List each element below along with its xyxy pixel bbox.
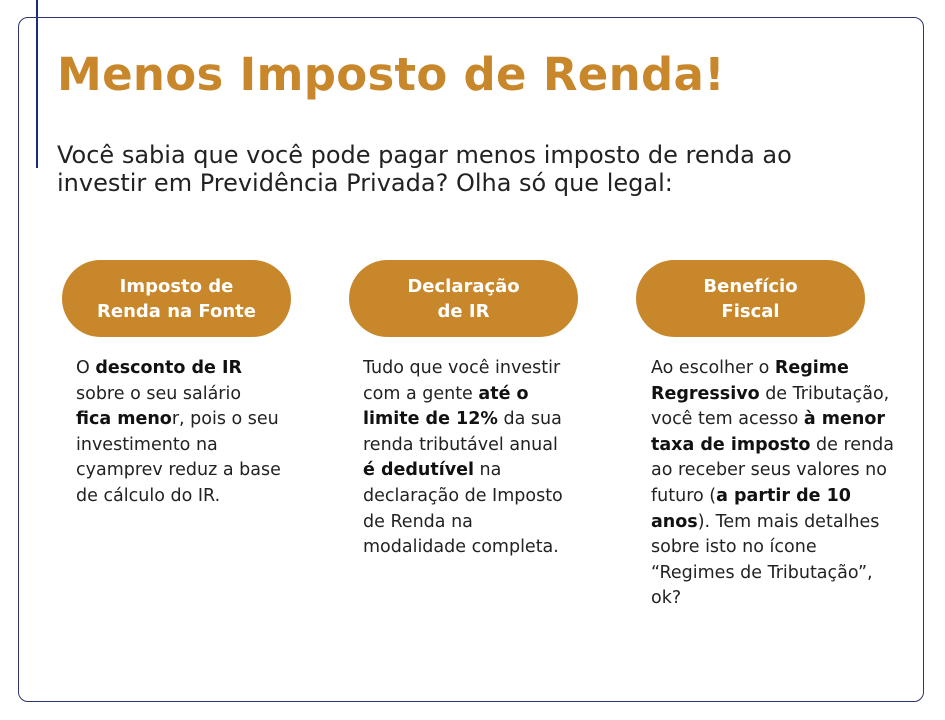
text-segment: de renda ao receber seus valores no futuro ( (651, 434, 894, 506)
pill-label-line-1: Declaração (407, 275, 520, 297)
bold-segment: a partir de 10 anos (651, 485, 851, 532)
text-segment: ). Tem mais detalhes sobre isto no ícone “Regimes de Tributação”, ok? (651, 511, 880, 609)
bold-segment: até o limite de 12% (363, 383, 529, 430)
text-segment: sobre o seu salário (76, 383, 242, 404)
text-segment: de Tributação, você tem acesso (651, 383, 890, 430)
bold-segment: é dedutível (363, 460, 474, 481)
column-text-imposto-fonte (76, 356, 281, 510)
page-title: Menos Imposto de Renda! (57, 48, 725, 101)
pill-beneficio-fiscal (636, 260, 865, 337)
text-segment: r, pois o seu investimento na cyamprev reduz a base de cálculo do IR. (76, 409, 281, 506)
text-segment: da sua renda tributável anual (363, 409, 562, 455)
bold-segment: desconto de IR (95, 358, 242, 378)
column-text-declaracao (363, 356, 568, 561)
text-segment: O (76, 358, 96, 378)
pill-declaracao-de-ir (349, 260, 578, 337)
intro-paragraph (57, 141, 907, 197)
pill-label-line-2: Renda na Fonte (97, 300, 256, 322)
text-segment: Tudo que você investir com a gente (363, 358, 561, 404)
bold-segment: fica meno (76, 409, 172, 430)
pill-label-line-1: Imposto de (119, 275, 234, 297)
column-text-beneficio (651, 356, 896, 612)
pill-label-line-1: Benefício (703, 275, 798, 297)
pill-label-line-2: Fiscal (721, 300, 780, 322)
intro-line-2: investir em Previdência Privada? Olha só que legal: (57, 169, 673, 197)
intro-line-1: Você sabia que você pode pagar menos imposto de renda ao (57, 141, 792, 169)
text-segment: Ao escolher o (651, 358, 775, 378)
bold-segment: Regime Regressivo (651, 358, 849, 404)
pill-label-line-2: de IR (437, 300, 490, 322)
pill-imposto-de-renda-na-fonte (62, 260, 291, 337)
bold-segment: à menor taxa de imposto (651, 409, 885, 455)
text-segment: na declaração de Imposto de Renda na modalidade completa. (363, 460, 563, 558)
